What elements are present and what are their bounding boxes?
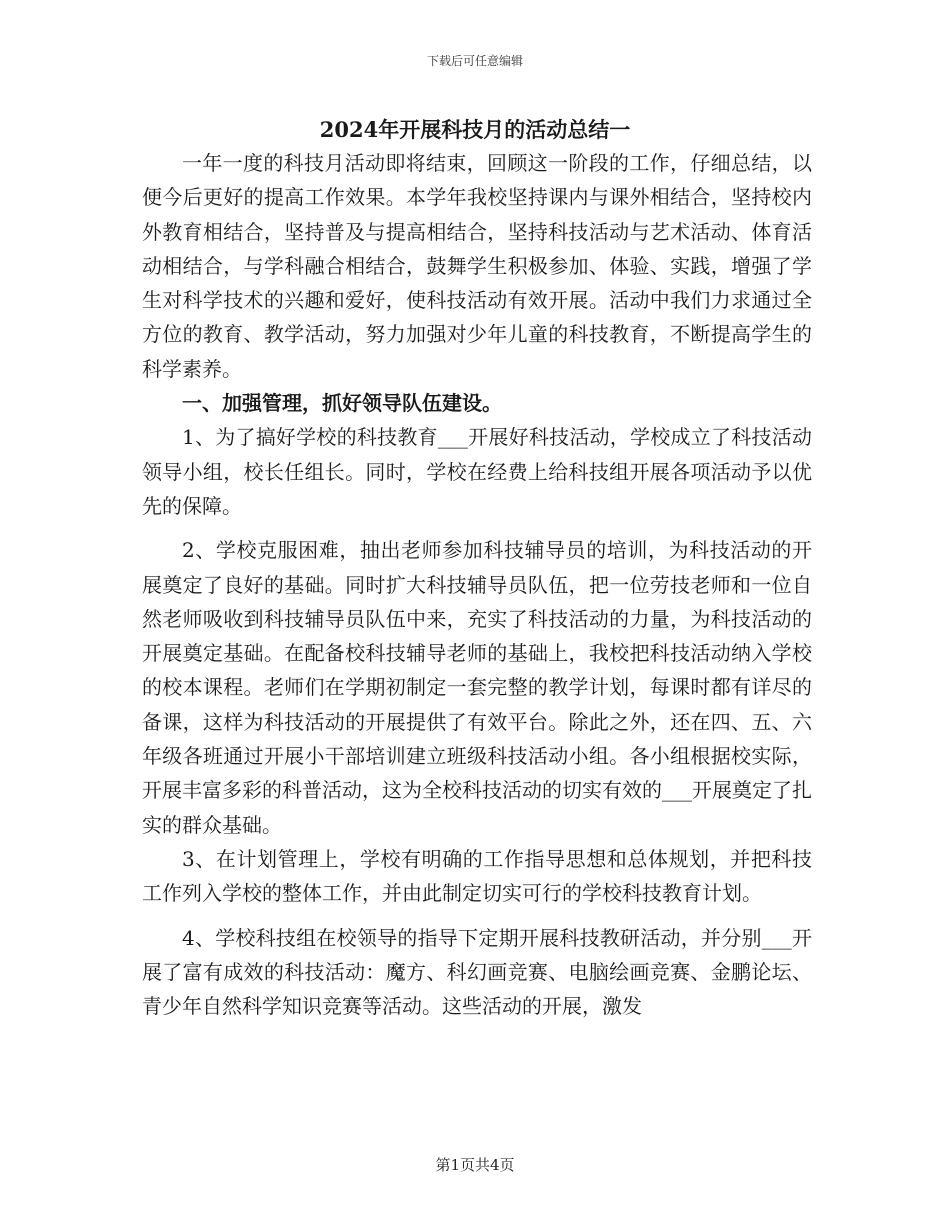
document-body bbox=[142, 146, 812, 1023]
section-heading-1: 一、加强管理，抓好领导队伍建设。 bbox=[182, 391, 502, 416]
body-paragraph-3: 3、在计划管理上，学校有明确的工作指导思想和总体规划，并把科技工作列入学校的整体工作，并由此制定切实可行的学校科技教育计划。 bbox=[142, 846, 812, 906]
document-title: 2024年开展科技月的活动总结一 bbox=[319, 117, 631, 142]
body-paragraph-2: 2、学校克服困难，抽出老师参加科技辅导员的培训，为科技活动的开展奠定了良好的基础。同时扩大科技辅导员队伍，把一位劳技老师和一位自然老师吸收到科技辅导员队伍中来，充实了科技活动的力量，为科技活动的开展奠定基础。在配备校科技辅导老师的基础上，我校把科技活动纳入学校的校本课程。老师们在学期初制定一套完整的教学计划，每课时都有详尽的备课，这样为科技活动的开展提供了有效平台。除此之外，还在四、五、六年级各班通过开展小干部培训建立班级科技活动小组。各小组根据校实际，开展丰富多彩的科普活动，这为全校科技活动的切实有效的___开展奠定了扎实的群众基础。 bbox=[142, 538, 812, 837]
page-header-note: 下载后可任意编辑 bbox=[426, 54, 523, 68]
intro-paragraph: 一年一度的科技月活动即将结束，回顾这一阶段的工作，仔细总结，以便今后更好的提高工作效果。本学年我校坚持课内与课外相结合，坚持校内外教育相结合，坚持普及与提高相结合，坚持科技活动与艺术活动、体育活动相结合，与学科融合相结合，鼓舞学生积极参加、体验、实践，增强了学生对科学技术的兴趣和爱好，使科技活动有效开展。活动中我们力求通过全方位的教育、教学活动，努力加强对少年儿童的科技教育，不断提高学生的科学素养。 bbox=[142, 151, 812, 381]
body-paragraph-1: 1、为了搞好学校的科技教育___开展好科技活动，学校成立了科技活动领导小组，校长任组长。同时，学校在经费上给科技组开展各项活动予以优先的保障。 bbox=[142, 425, 812, 518]
body-paragraph-4: 4、学校科技组在校领导的指导下定期开展科技教研活动，并分别___开展了富有成效的科技活动：魔方、科幻画竞赛、电脑绘画竞赛、金鹏论坛、青少年自然科学知识竞赛等活动。这些活动的开展，激发 bbox=[142, 925, 812, 1019]
page-footer: 第1页共4页 bbox=[435, 1156, 515, 1174]
